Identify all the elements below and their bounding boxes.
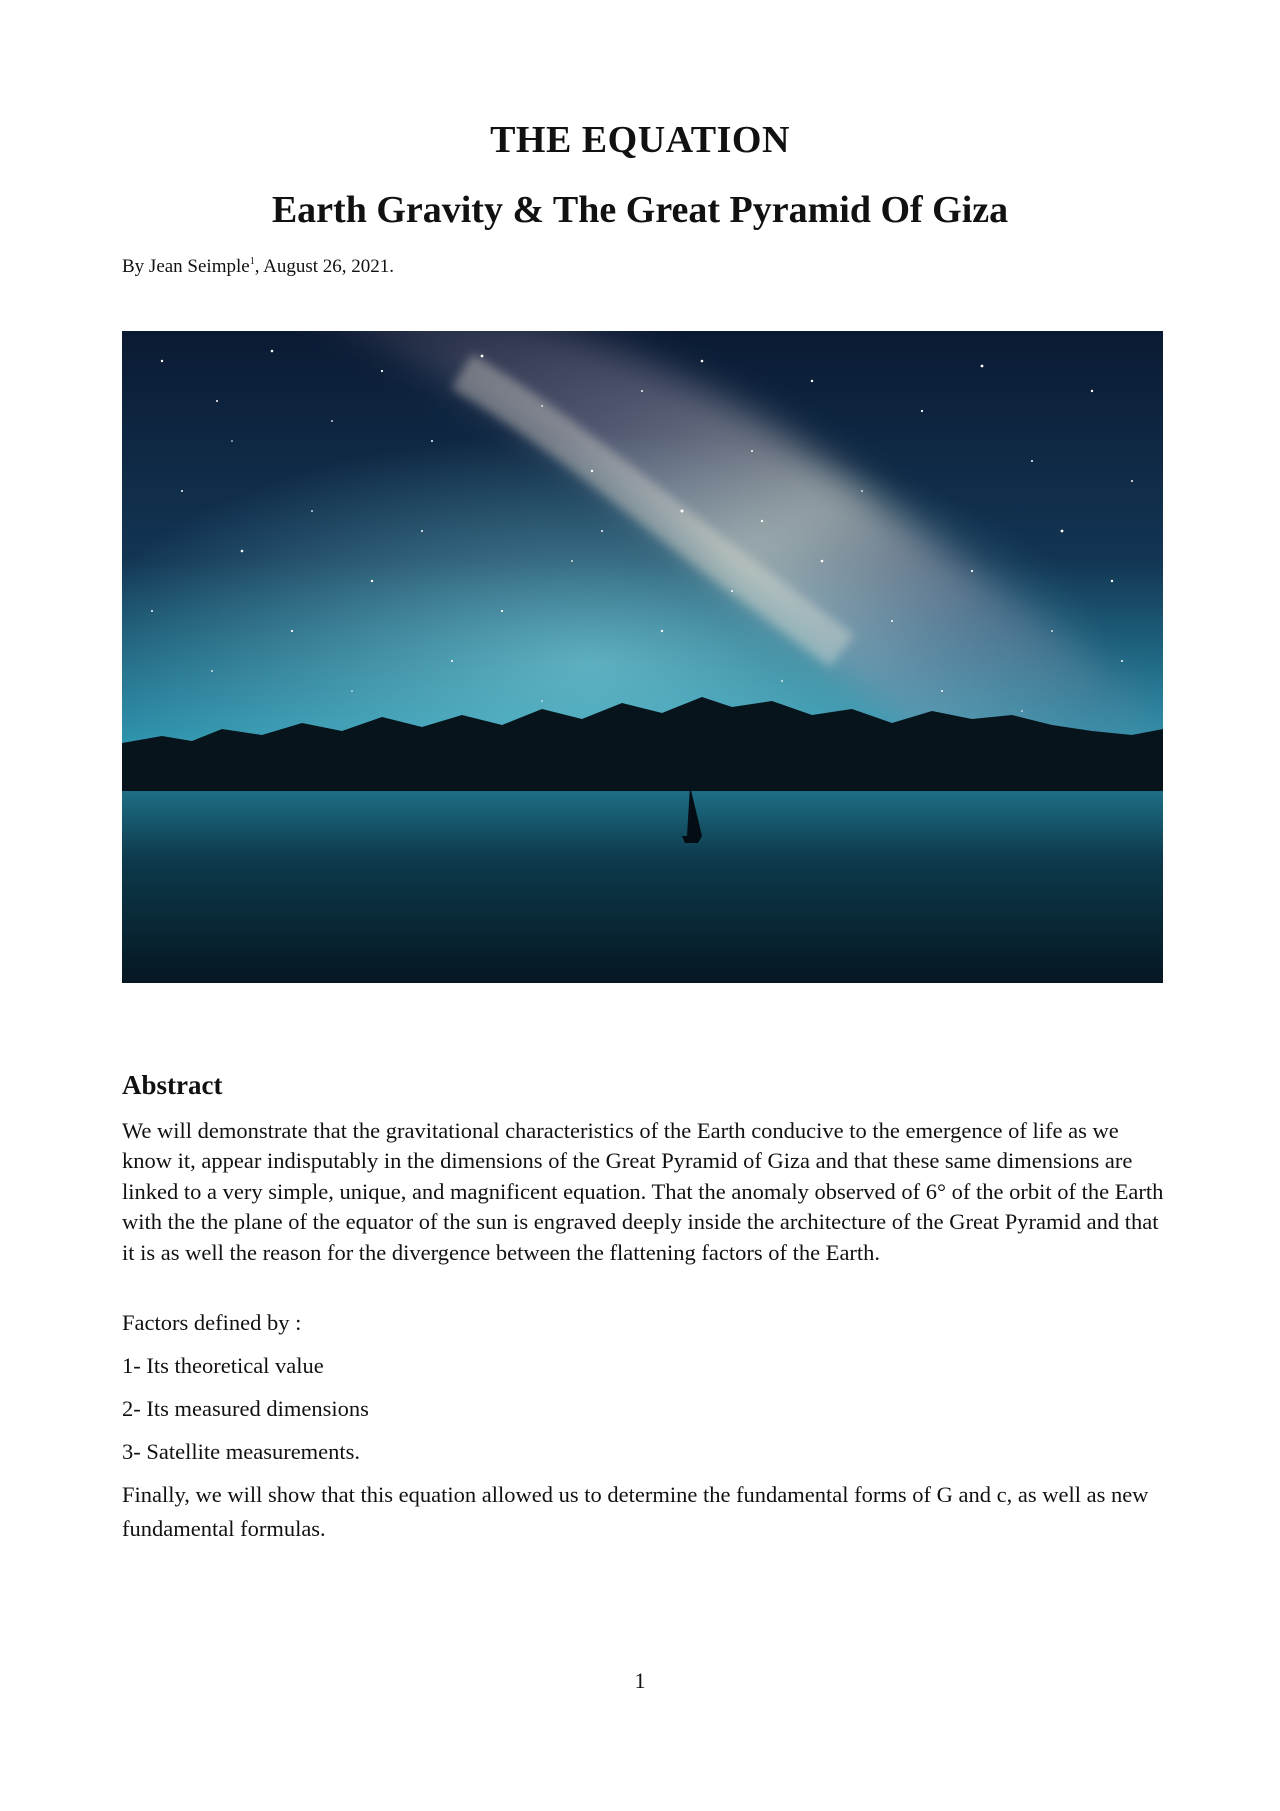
document-subtitle: Earth Gravity & The Great Pyramid Of Giza [271,189,1009,231]
abstract-heading: Abstract [122,1070,223,1100]
byline [122,256,394,278]
byline-date: , August 26, 2021. [254,256,395,277]
closing-paragraph: Finally, we will show that this equation allowed us to determine the fundamental forms of G and c, as well as new fundamental formulas. [122,1482,1149,1541]
factor-item: 1- Its theoretical value [122,1353,324,1378]
page-number: 1 [634,1668,646,1693]
abstract-paragraph: We will demonstrate that the gravitational characteristics of the Earth conducive to the emergence of life as we know it, appear indisputably in the dimensions of the Great Pyramid of Giza and that these same dimensions are linked to a very simple, unique, and magnificent equation. That the anomaly observed of 6° of the orbit of the Earth with the the plane of the equator of the sun is engraved deeply inside the architecture of the Great Pyramid and that it is as well the reason for the divergence between the flattening factors of the Earth. [122,1118,1164,1265]
byline-author: By Jean Seimple [122,256,250,277]
footnote-mark: 1 [249,256,255,267]
factor-item: 2- Its measured dimensions [122,1396,369,1421]
milky-way-sailboat-image [122,331,1163,983]
document-title: THE EQUATION [490,119,790,161]
factors-intro: Factors defined by : [122,1310,302,1335]
factor-item: 3- Satellite measurements. [122,1439,361,1464]
